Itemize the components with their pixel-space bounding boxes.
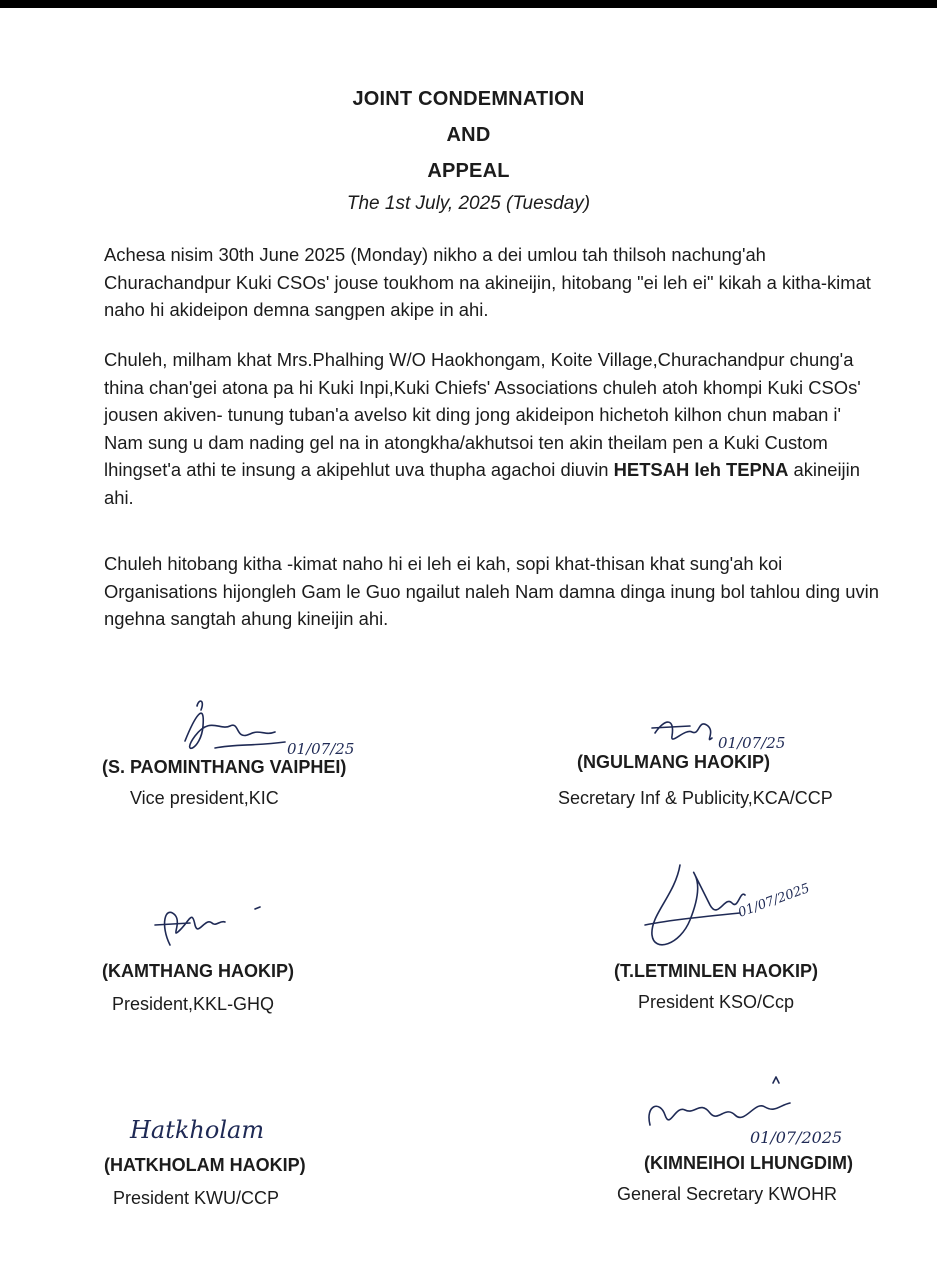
signatory-5-name: (HATKHOLAM HAOKIP): [104, 1155, 306, 1175]
signature-letminlen: [640, 855, 840, 955]
signatory-4-name: (T.LETMINLEN HAOKIP): [614, 961, 818, 981]
signature-paominthang: [175, 696, 375, 766]
signature-date: 01/07/25: [287, 740, 355, 758]
signature-date: 01/07/2025: [750, 1128, 843, 1147]
signatory-2-title: Secretary Inf & Publicity,KCA/CCP: [558, 788, 833, 808]
paragraph-2-text-b: akineijin ahi.: [104, 459, 860, 508]
signature-hatkholam: [130, 1108, 270, 1148]
paragraph-2-emphasis: HETSAH leh TEPNA: [613, 459, 789, 480]
signatory-1-name: (S. PAOMINTHANG VAIPHEI): [102, 757, 347, 777]
signatory-2-name: (NGULMANG HAOKIP): [577, 752, 770, 772]
signature-text: Hatkholam: [130, 1116, 265, 1144]
paragraph-3: Chuleh hitobang kitha -kimat naho hi ei leh ei kah, sopi khat-thisan khat sung'ah koi Organisations hijongleh Gam le Guo ngailut naleh Nam damna dinga inung bol tahlou ding uvin ngehna sangtah ahung kineijin ahi.: [104, 553, 879, 629]
top-edge-bar: [0, 0, 937, 8]
signatory-3-name: (KAMTHANG HAOKIP): [102, 961, 294, 981]
signatory-1-title: Vice president,KIC: [130, 788, 279, 808]
signature-date: 01/07/25: [718, 734, 786, 752]
document-date: The 1st July, 2025 (Tuesday): [346, 193, 591, 214]
signatory-5-title: President KWU/CCP: [113, 1188, 280, 1208]
signatory-3-title: President,KKL-GHQ: [112, 994, 275, 1014]
signature-kimneihoi: [640, 1075, 860, 1155]
document-title-line-1: JOINT CONDEMNATION: [352, 88, 585, 110]
paragraph-2: [104, 346, 884, 511]
signatory-6-title: General Secretary KWOHR: [617, 1184, 838, 1204]
document-title-line-2: AND: [446, 124, 491, 146]
paragraph-2-text-a: Chuleh, milham khat Mrs.Phalhing W/O Haokhongam, Koite Village,Churachandpur chung'a thina chan'gei atona pa hi Kuki Inpi,Kuki Chiefs' Associations chuleh atoh khompi Kuki CSOs' jousen akiven- tunung tuban'a avelso kit ding jong akideipon hichetoh kilhon chun maban i' Nam sung u dam nading gel na in atongkha/akhutsoi ten akin theilam pen a Kuki Custom lhingset'a athi te insung a akipehlut uva thupha agachoi diuvin: [104, 349, 861, 480]
signatory-6-name: (KIMNEIHOI LHUNGDIM): [644, 1153, 853, 1173]
document-title-line-3: APPEAL: [427, 160, 510, 182]
signatory-4-title: President KSO/Ccp: [638, 992, 795, 1012]
signature-kamthang: [150, 895, 270, 955]
paragraph-1: Achesa nisim 30th June 2025 (Monday) nikho a dei umlou tah thilsoh nachung'ah Churachandpur Kuki CSOs' jouse toukhom na akineijin, hitobang "ei leh ei" kikah a kitha-kimat naho hi akideipon demna sangpen akipe in ahi.: [104, 244, 871, 320]
signature-ngulmang: [650, 708, 820, 758]
signature-date: 01/07/2025: [736, 881, 812, 921]
